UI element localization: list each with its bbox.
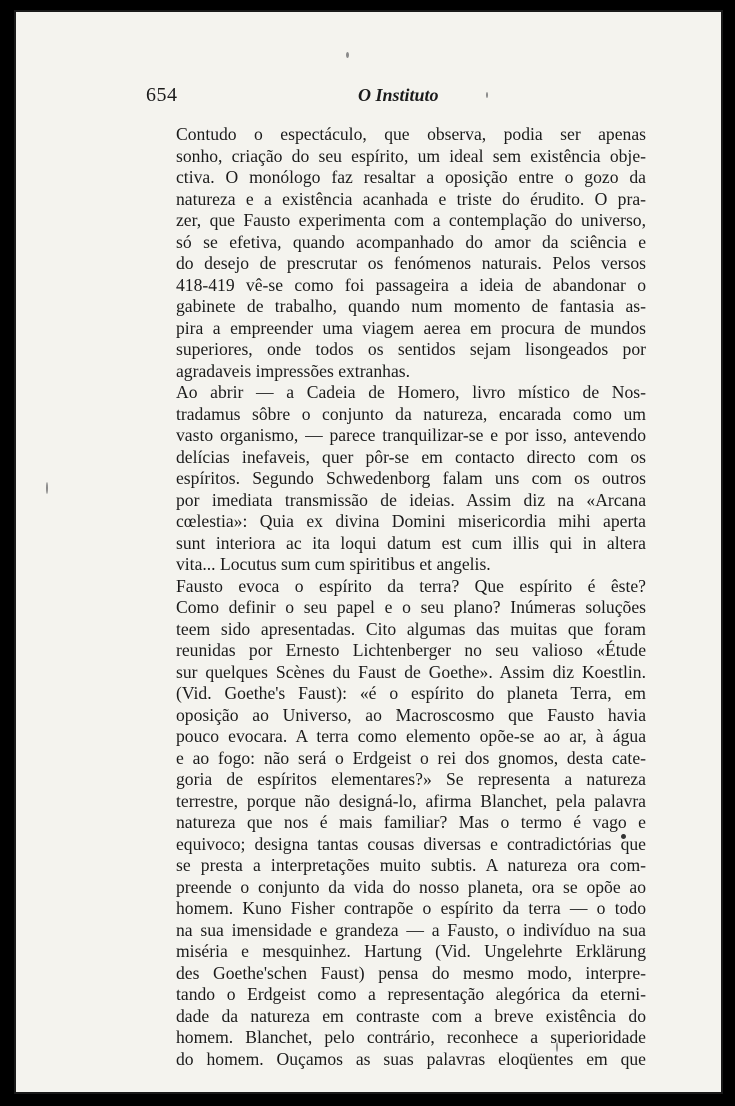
text-line: tando o Erdgeist como a representação alegórica da eterni-	[176, 984, 646, 1004]
text-line: goria de espíritos elementares?» Se representa a natureza	[176, 769, 646, 789]
text-line: equivoco; designa tantas cousas diversas e contradictórias que	[176, 833, 646, 854]
paragraph	[146, 576, 646, 1071]
text-line: pouco evocara. A terra como elemento opõe-se ao ar, à água	[176, 726, 646, 746]
text-line: agradaveis impressões extranhas.	[176, 360, 411, 381]
text-line: (Vid. Goethe's Faust): «é o espírito do planeta Terra, em	[176, 683, 646, 703]
paragraph	[146, 124, 646, 382]
text-line: reunidas por Ernesto Lichtenberger no seu valioso «Étude	[176, 640, 646, 660]
text-line: gabinete de trabalho, quando num momento de fantasia as-	[176, 296, 646, 316]
text-line: Ao abrir — a Cadeia de Homero, livro místico de Nos-	[176, 382, 646, 402]
text-line: dade da natureza em contraste com a breve existência do	[176, 1005, 646, 1026]
text-line: do desejo de prescrutar os fenómenos naturais. Pelos versos	[176, 253, 646, 273]
text-line: tradamus sôbre o conjunto da natureza, encarada como um	[176, 403, 646, 424]
text-line: 418-419 vê-se como foi passageira a ideia de abandonar o	[176, 274, 646, 295]
text-line: cœlestia»: Quia ex divina Domini misericordia mihi aperta	[176, 511, 646, 531]
text-line: teem sido apresentadas. Cito algumas das muitas que foram	[176, 618, 646, 639]
text-line: se presta a interpretações muito subtis. A natureza ora com-	[176, 855, 646, 875]
page-number: 654	[146, 84, 178, 106]
text-line: espíritos. Segundo Schwedenborg falam uns com os outros	[176, 468, 646, 488]
text-line: natureza e a existência acanhada e triste do érudito. O pra-	[176, 188, 646, 209]
text-line: Contudo o espectáculo, que observa, podia ser apenas	[176, 124, 646, 144]
text-line: zer, que Fausto experimenta com a contemplação do universo,	[176, 210, 646, 230]
text-line: e ao fogo: não será o Erdgeist o rei dos gnomos, desta cate-	[176, 747, 646, 768]
text-line: homem. Blanchet, pelo contrário, reconhece a superioridade	[176, 1027, 646, 1047]
scan-speck	[46, 482, 48, 494]
running-title: O Instituto	[358, 85, 439, 105]
text-line: miséria e mesquinhez. Hartung (Vid. Ungelehrte Erklärung	[176, 941, 646, 961]
text-line: só se efetiva, quando acompanhado do amor da sciência e	[176, 231, 646, 252]
text-line: homem. Kuno Fisher contrapõe o espírito da terra — o todo	[176, 898, 646, 918]
scan-speck	[346, 52, 349, 58]
text-line: oposição ao Universo, ao Macroscosmo que Fausto havia	[176, 704, 646, 725]
paragraph	[146, 382, 646, 576]
text-line: do homem. Ouçamos as suas palavras eloqüentes em que	[176, 1048, 646, 1069]
text-line: pira a empreender uma viagem aerea em procura de mundos	[176, 317, 646, 338]
text-line: Fausto evoca o espírito da terra? Que espírito é êste?	[176, 575, 646, 596]
text-line: sur quelques Scènes du Faust de Goethe». Assim diz Koestlin.	[176, 661, 646, 682]
text-line: ctiva. O monólogo faz resaltar a oposição entre o gozo da	[176, 167, 646, 187]
text-line: delícias inefaveis, quer pôr-se em contacto directo com os	[176, 446, 646, 467]
text-line: natureza que nos é mais familiar? Mas o termo é vago e	[176, 812, 646, 832]
text-line: terrestre, porque não designá-lo, afirma Blanchet, pela palavra	[176, 790, 646, 811]
text-line: sunt interiora ac ita loqui datum est cum illis qui in altera	[176, 532, 646, 553]
text-line: Como definir o seu papel e o seu plano? Inúmeras soluções	[176, 597, 646, 617]
body-text	[146, 124, 646, 1070]
text-line: sonho, criação do seu espírito, um ideal sem existência obje-	[176, 145, 646, 166]
document-page	[146, 70, 646, 1070]
text-line: des Goethe'schen Faust) pensa do mesmo modo, interpre-	[176, 962, 646, 983]
text-line: superiores, onde todos os sentidos sejam lisongeados por	[176, 339, 646, 359]
text-line: preende o conjunto da vida do nosso planeta, ora se opõe ao	[176, 876, 646, 897]
running-head	[146, 70, 646, 108]
text-line: vita... Locutus sum cum spiritibus et angelis.	[176, 554, 491, 574]
text-line: vasto organismo, — parece tranquilizar-se e por isso, antevendo	[176, 425, 646, 445]
text-line: por imediata transmissão de ideias. Assim diz na «Arcana	[176, 489, 646, 510]
text-line: na sua imensidade e grandeza — a Fausto, o indivíduo na sua	[176, 919, 646, 940]
